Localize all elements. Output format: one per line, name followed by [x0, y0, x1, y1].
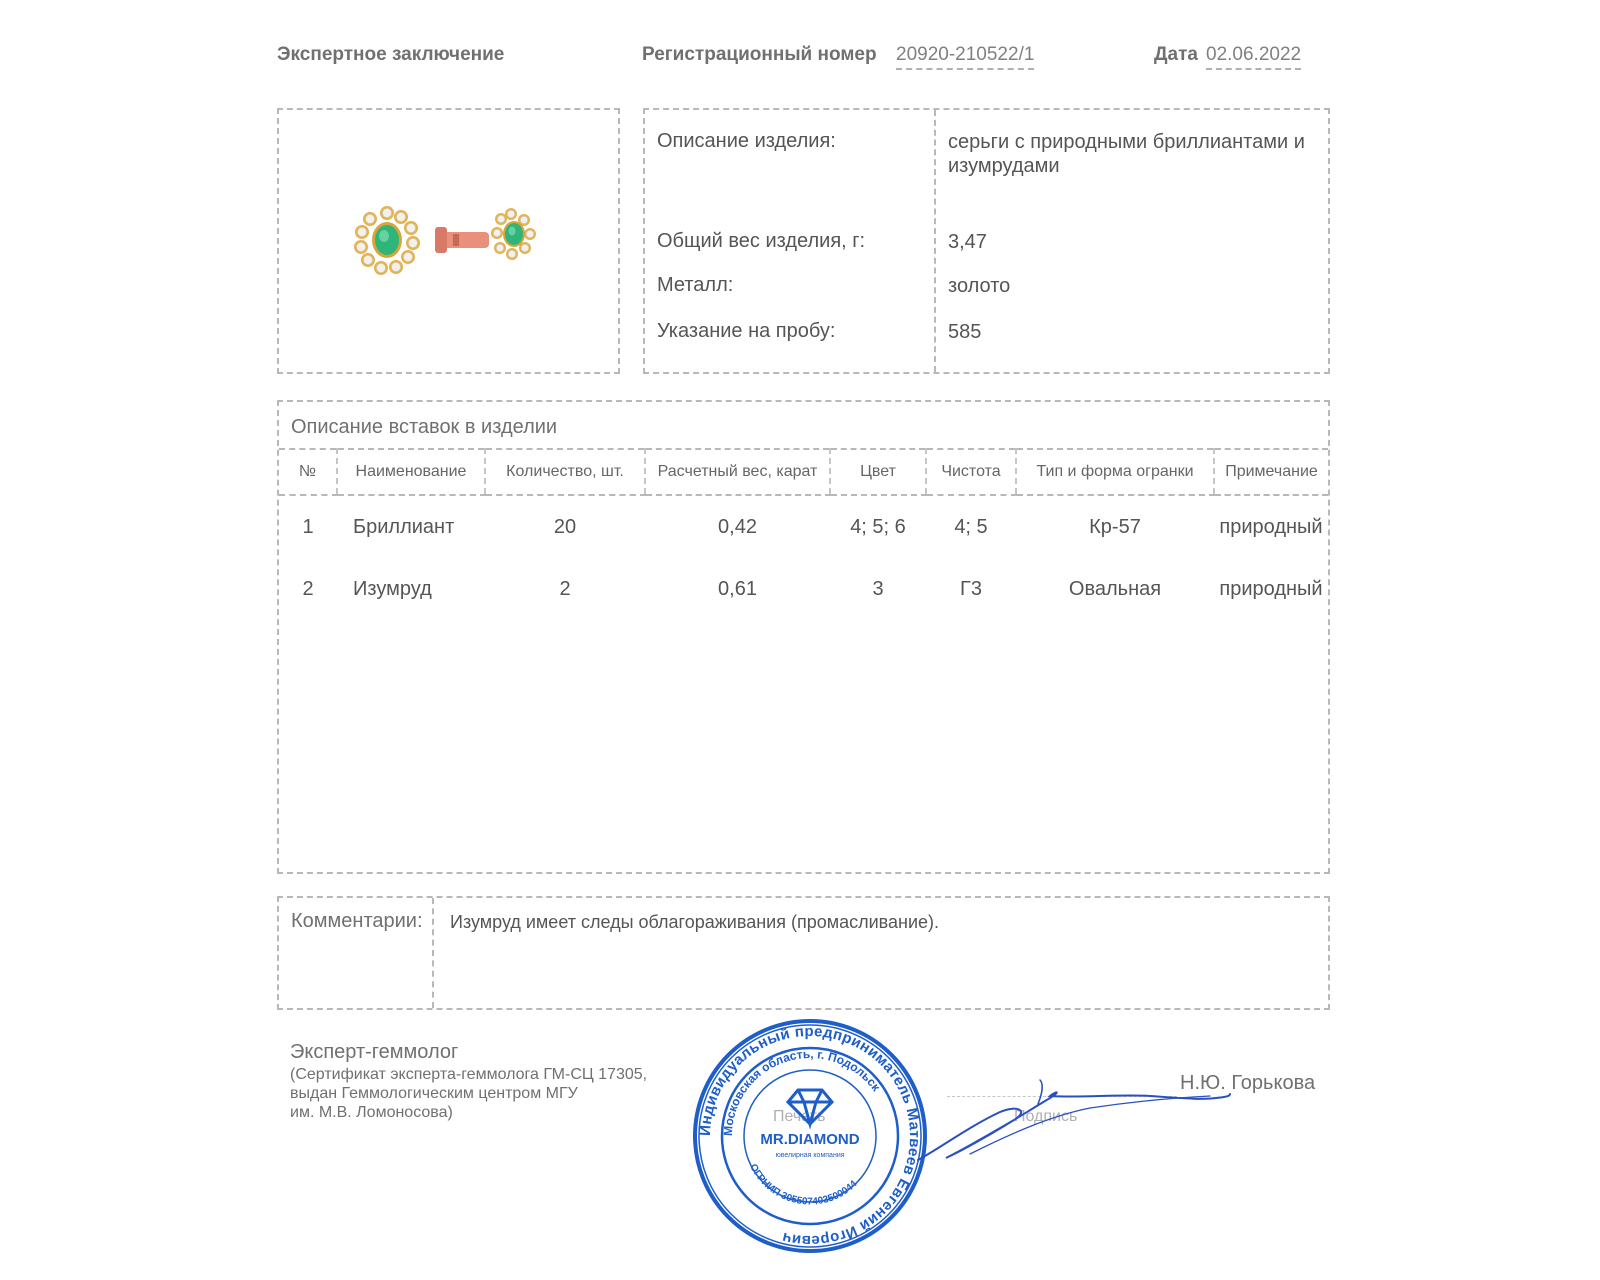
table-cell: природный	[1219, 515, 1323, 538]
total-weight-value: 3,47	[948, 231, 987, 253]
photo-box	[277, 108, 620, 374]
metal-value: золото	[948, 275, 1011, 297]
total-weight-label: Общий вес изделия, г:	[657, 230, 866, 252]
comments-label: Комментарии:	[291, 910, 423, 932]
hallmark-label: Указание на пробу:	[657, 320, 836, 342]
column-header: Примечание	[1214, 449, 1328, 495]
table-cell: 2	[302, 577, 314, 600]
earrings-photo	[279, 110, 618, 372]
signature-label: Подпись	[1014, 1108, 1078, 1125]
column-header: Цвет	[830, 449, 926, 495]
column-header: Наименование	[337, 449, 485, 495]
column-header: Расчетный вес, карат	[645, 449, 830, 495]
table-cell: Овальная	[1068, 577, 1162, 600]
inserts-table	[279, 448, 1328, 620]
metal-label: Металл:	[657, 274, 734, 296]
reg-number-label: Регистрационный номер	[642, 44, 877, 65]
table-cell: 4; 5; 6	[850, 515, 906, 538]
table-cell: 3	[872, 577, 884, 600]
inserts-title: Описание вставок в изделии	[291, 416, 558, 438]
table-cell: 20	[553, 515, 577, 538]
table-row	[279, 558, 1328, 620]
description-label: Описание изделия:	[657, 130, 836, 152]
handwritten-signature	[910, 1076, 1250, 1176]
expert-cert-line: выдан Геммологическим центром МГУ	[290, 1084, 578, 1102]
expert-cert-line: (Сертификат эксперта-геммолога ГМ-СЦ 17305,	[290, 1066, 648, 1083]
stamp-outer-text: Индивидуальный предприниматель Матвеев Евгений Игоревич	[696, 1022, 924, 1250]
table-cell: 0,61	[718, 577, 757, 600]
column-header: Чистота	[926, 449, 1016, 495]
stamp-brand-sub: ювелирная компания	[775, 1152, 845, 1159]
table-cell: 0,42	[718, 515, 757, 538]
column-divider	[934, 110, 936, 372]
stamp-brand: MR.DIAMOND	[760, 1131, 860, 1148]
table-header-row	[279, 449, 1328, 495]
comments-text: Изумруд имеет следы облагораживания (промасливание).	[450, 912, 940, 932]
comments-box	[277, 896, 1330, 1010]
column-header: Количество, шт.	[485, 449, 645, 495]
document-title: Экспертное заключение	[277, 44, 505, 65]
stamp-label: Печать	[773, 1108, 826, 1125]
table-cell: 1	[302, 515, 314, 538]
column-header: №	[279, 449, 337, 495]
table-cell: природный	[1219, 577, 1323, 600]
expert-certificate	[290, 1066, 647, 1123]
table-cell: Изумруд	[353, 577, 432, 600]
company-stamp	[690, 1016, 930, 1256]
table-cell: Кр-57	[1089, 515, 1141, 538]
signer-name: Н.Ю. Горькова	[1180, 1072, 1316, 1094]
table-cell: Г3	[960, 577, 982, 600]
expert-cert-line: им. М.В. Ломоносова)	[290, 1103, 453, 1121]
description-value: серьги с природными бриллиантами и изумрудами	[948, 131, 1305, 177]
date-label: Дата	[1154, 44, 1198, 65]
stamp-inner-text: Московская область, г. Подольск	[720, 1046, 884, 1137]
table-cell: 4; 5	[954, 515, 988, 538]
item-description-box	[643, 108, 1330, 374]
reg-number-value: 20920-210522/1	[896, 44, 1034, 70]
svg-text:ОГРНИП 305507403500044	[747, 1162, 860, 1207]
date-value: 02.06.2022	[1206, 44, 1301, 70]
table-cell: Бриллиант	[353, 515, 455, 538]
table-row	[279, 495, 1328, 558]
expert-title: Эксперт-геммолог	[290, 1041, 459, 1063]
hallmark-value: 585	[948, 321, 982, 343]
table-cell: 2	[559, 577, 571, 600]
diamond-icon	[788, 1090, 832, 1124]
inserts-box	[277, 400, 1330, 874]
stamp-ogrnip: ОГРНИП 305507403500044	[747, 1162, 860, 1208]
column-header: Тип и форма огранки	[1016, 449, 1214, 495]
column-divider	[432, 898, 434, 1008]
